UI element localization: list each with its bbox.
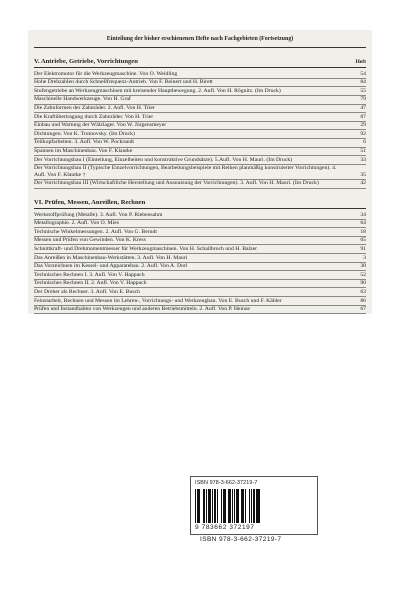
entry-title: Der Vorrichtungsbau III (Wirtschaftliche Herstellung und Ausnutzung der Vorrichtungen). 3. Aufl. Von H. Mauri. (Im Druck) [34,180,319,187]
entry-title: Das Anreißen in Maschinenbau-Werkstätten. 3. Aufl. Von H. Mauri [34,254,188,261]
entry-title: Feinstarbeit, Rechnen und Messen im Lehren-, Vorrichtungs- und Werkzeugbau. Von E. Busch und F. Kähler [34,297,282,304]
entry-title: Maschinelle Handwerkzeuge. Von H. Graf [34,96,131,103]
isbn-bottom-text: ISBN 978-3-662-37219-7 [200,536,282,543]
entry-heft-number: 63 [360,288,366,295]
entry-title: Metallographie. 2. Aufl. Von O. Mies [34,220,119,227]
entry-heft-number: 3 [363,254,366,261]
entry-heft-number: 67 [360,306,366,313]
entry-heft-number: 47 [360,105,366,112]
page-header: Einteilung der bisher erschienenen Hefte nach Fachgebieten (Fortsetzung) [34,30,366,48]
entry-title: Der Dreher als Rechner. 3. Aufl. Von E. Busch [34,288,140,295]
entry-title: Das Vorzeichnen im Kessel- und Apparatebau. 2. Aufl. Von A. Dorl [34,263,188,270]
entry-row [34,271,366,280]
entry-title: Dichtungen. Von K. Trutnovsky. (Im Druck) [34,130,135,137]
entry-heft-number: 92 [360,130,366,137]
entry-heft-number: 52 [360,271,366,278]
entry-row [34,79,366,88]
entry-title: Werkstoffprüfung (Metalle). 3. Aufl. Von P. Riebensahm [34,211,163,218]
entry-row [34,148,366,157]
section-title: VI. Prüfen, Messen, Anreißen, Rechnen [34,198,146,206]
entry-heft-number: 86 [360,297,366,304]
section-v [28,59,372,189]
entry-heft-number: 54 [360,70,366,77]
entry-heft-number: 18 [360,228,366,235]
entry-row [34,105,366,114]
entry-row [34,306,366,315]
entry-title: Der Vorrichtungsbau I (Einteilung, Einzelheiten und konstruktive Grundsätze). 5.Aufl. Von H. Mauri. (Im Druck) [34,156,293,163]
barcode-bars [195,489,313,523]
entry-title: Der Vorrichtungsbau II (Typische Einzelvorrichtungen, Bearbeitungsbeispiele mit Reihen planmäßig konstruierter Vorrichtungen). 4. Aufl. Von F. Klautke † [34,165,337,178]
catalog-page [28,30,372,314]
entry-title: Prüfen und Instandhalten von Werkzeugen und anderen Betriebsmitteln. 2. Aufl. Von P. Heinze [34,306,250,313]
entry-heft-number: 33 [360,156,366,163]
entry-row [34,156,366,165]
entry-title: Spannen im Maschinenbau. Von F. Klautke [34,148,133,155]
entry-heft-number: 35 [360,171,366,178]
entry-row [34,122,366,131]
entry-heft-number: 51 [360,148,366,155]
entry-heft-number: 55 [360,87,366,94]
entry-row [34,165,366,180]
entry-title: Hohe Drehzahlen durch Schnellfrequenz-Antrieb. Von F. Beinert und H. Birett [34,79,213,86]
isbn-top-text: ISBN 978-3-662-37219-7 [195,480,258,486]
entry-title: Der Elektromotor für die Werkzeugmaschine. Von O. Weidling [34,70,178,77]
entry-row [34,228,366,237]
section-v-entries [34,70,366,188]
entry-row [34,245,366,254]
entry-title: Die Zahnformen der Zahnräder. 2. Aufl. Von H. Trier [34,105,155,112]
barcode-label [190,476,318,535]
entry-heft-number: 42 [360,180,366,187]
entry-row [34,87,366,96]
entry-title: Schnittkraft- und Drehmomentmesser für Werkzeugmaschinen. Von H. Schallbroch und H. Balzer [34,245,258,252]
entry-row [34,180,366,189]
entry-heft-number: 64 [360,220,366,227]
entry-heft-number: 38 [360,263,366,270]
entry-row [34,297,366,306]
entry-row [34,70,366,79]
entry-heft-number: 91 [360,245,366,252]
entry-heft-number: 65 [360,237,366,244]
entry-row [34,254,366,263]
entry-row [34,263,366,272]
entry-heft-number: 29 [360,122,366,129]
entry-row [34,237,366,246]
entry-row [34,113,366,122]
entry-row [34,96,366,105]
entry-heft-number: 87 [360,113,366,120]
entry-heft-number: 34 [360,211,366,218]
entry-title: Teilkopfarbeiten. 3. Aufl. Von W. Pockrandt [34,139,135,146]
entry-row [34,139,366,148]
entry-title: Einbau und Wartung der Wälzlager. Von W. Jürgensmeyer [34,122,167,129]
section-title: V. Antriebe, Getriebe, Vorrichtungen [34,57,138,65]
entry-title: Messen und Prüfen von Gewinden. Von K. Kress [34,237,146,244]
barcode-digits: 9 783662 372197 [195,524,255,531]
section-vi [28,200,372,315]
entry-title: Technische Winkelmessungen. 2. Aufl. Von G. Berndt [34,228,157,235]
entry-title: Technisches Rechnen I. 3. Aufl. Von V. Happach [34,271,145,278]
entry-heft-number: 6 [363,139,366,146]
entry-heft-number: 90 [360,280,366,287]
entry-row [34,130,366,139]
entry-title: Technisches Rechnen II. 2. Aufl. Von V. Happach [34,280,147,287]
entry-row [34,280,366,289]
entry-title: Stufengetriebe an Werkzeugmaschinen mit kreisender Hauptbewegung. 2. Aufl. Von H. Rögnitz. (Im Druck) [34,87,281,94]
entry-row [34,288,366,297]
section-vi-entries [34,211,366,314]
entry-row [34,220,366,229]
entry-title: Die Kraftübertragung durch Zahnräder. Von H. Trier [34,113,154,120]
entry-row [34,211,366,220]
entry-heft-number: 84 [360,79,366,86]
entry-heft-number: 79 [360,96,366,103]
heft-column-label: Heft [355,58,366,65]
